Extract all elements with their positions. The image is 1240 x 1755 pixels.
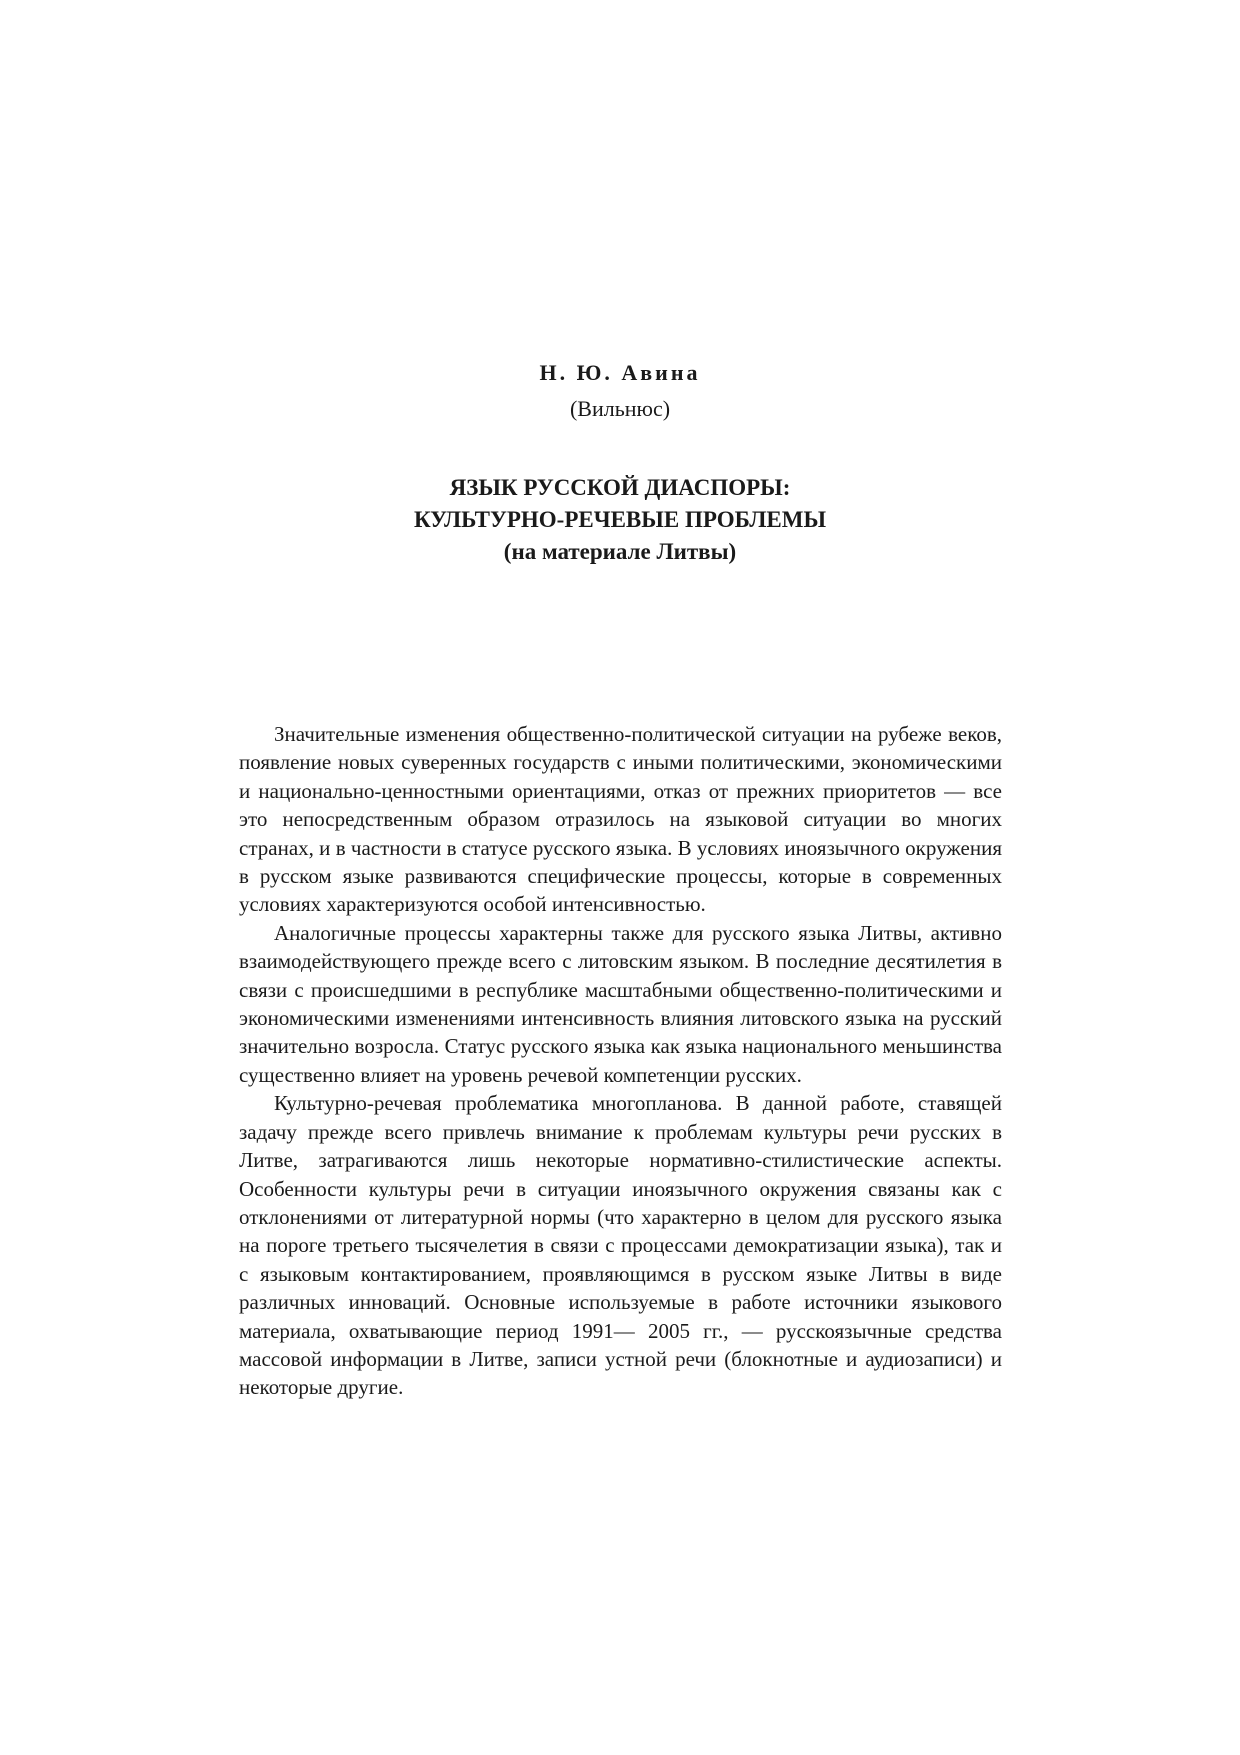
author-name: Н. Ю. Авина [539, 360, 701, 385]
paragraph-1: Значительные изменения общественно-политической ситуации на рубеже веков, появление новых суверенных государств с иными политическими, экономическими и национально-ценностными ориентациями, отказ от прежних приоритетов — все это непосредственным образом отразилось на языковой ситуации во многих странах, и в частности в статусе русского языка. В условиях иноязычного окружения в русском языке развиваются специфические процессы, которые в современных условиях характеризуются особой интенсивностью. [239, 722, 1002, 917]
title-line-2: КУЛЬТУРНО-РЕЧЕВЫЕ ПРОБЛЕМЫ [413, 507, 827, 532]
paragraph-3: Культурно-речевая проблематика многопланова. В данной работе, ставящей задачу прежде всего привлечь внимание к проблемам культуры речи русских в Литве, затрагиваются лишь некоторые нормативно-стилистические аспекты. Особенности культуры речи в ситуации иноязычного окружения связаны как с отклонениями от литературной нормы (что характерно в целом для русского языка на пороге третьего тысячелетия в связи с процессами демократизации языка), так и с языковым контактированием, проявляющимся в русском языке Литвы в виде различных инноваций. Основные используемые в работе источники языкового материала, охватывающие период 1991— 2005 гг., — русскоязычные средства массовой информации в Литве, записи устной речи (блокнотные и аудиозаписи) и некоторые другие. [239, 1091, 1002, 1400]
author-city: (Вильнюс) [569, 396, 671, 421]
title-line-3: (на материале Литвы) [503, 539, 737, 564]
title-line-1: ЯЗЫК РУССКОЙ ДИАСПОРЫ: [449, 475, 791, 500]
article-body [239, 720, 1002, 1402]
article-title [0, 472, 1240, 568]
paragraph-2: Аналогичные процессы характерны также для русского языка Литвы, активно взаимодействующего прежде всего с литовским языком. В последние десятилетия в связи с происшедшими в республике масштабными общественно-политическими и экономическими изменениями интенсивность влияния литовского языка на русский значительно возросла. Статус русского языка как языка национального меньшинства существенно влияет на уровень речевой компетенции русских. [239, 920, 1002, 1087]
